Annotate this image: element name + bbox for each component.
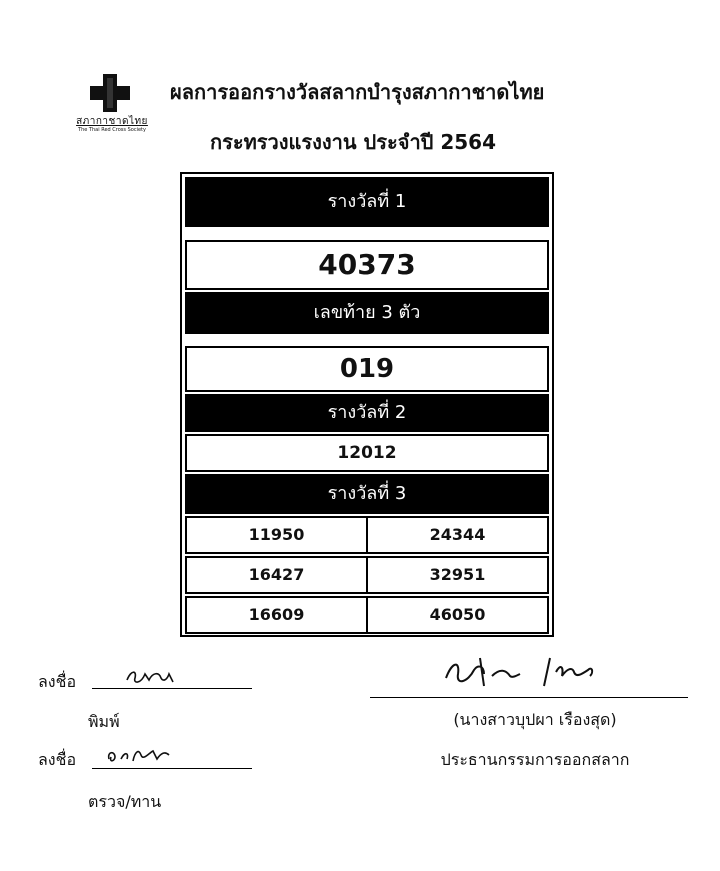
third-prize-header: รางวัลที่ 3 [185,474,549,514]
third-prize-number: 16609 [187,598,368,632]
third-prize-row [185,556,549,594]
logo-text-thai: สภากาชาดไทย [76,116,148,127]
third-prize-number: 11950 [187,518,368,552]
page-subtitle: กระทรวงแรงงาน ประจำปี 2564 [210,130,496,154]
logo-text-english: The Thai Red Cross Society [78,127,146,133]
page-title: ผลการออกรางวัลสลากบำรุงสภากาชาดไทย [170,80,545,104]
first-prize-header: รางวัลที่ 1 [185,177,549,227]
role-printer: พิมพ์ [88,712,120,731]
handwritten-signature [125,666,185,688]
signature-line [92,768,252,769]
third-prize-number: 32951 [429,565,486,584]
third-prize-row [185,516,549,554]
third-prize-row [185,596,549,634]
third-prize-number: 16427 [187,558,368,592]
red-cross-icon [90,74,130,112]
first-prize-number: 40373 [185,240,549,290]
chair-name: (นางสาวบุปผา เรืองสุด) [453,710,617,729]
last3-number: 019 [185,346,549,392]
third-prize-number: 24344 [429,525,486,544]
results-table [180,172,554,637]
sign-label-checker: ลงชื่อ [38,750,77,769]
chair-signature [440,652,610,694]
handwritten-signature [105,745,175,767]
signature-line [92,688,252,689]
third-prize-number: 46050 [429,605,486,624]
chair-title: ประธานกรรมการออกสลาก [440,750,630,769]
role-checker: ตรวจ/ทาน [88,792,162,811]
chair-signature-line [370,697,688,698]
last3-header: เลขท้าย 3 ตัว [185,292,549,334]
second-prize-number: 12012 [185,434,549,472]
second-prize-header: รางวัลที่ 2 [185,394,549,432]
sign-label-printer: ลงชื่อ [38,672,77,691]
red-cross-logo [62,74,162,144]
